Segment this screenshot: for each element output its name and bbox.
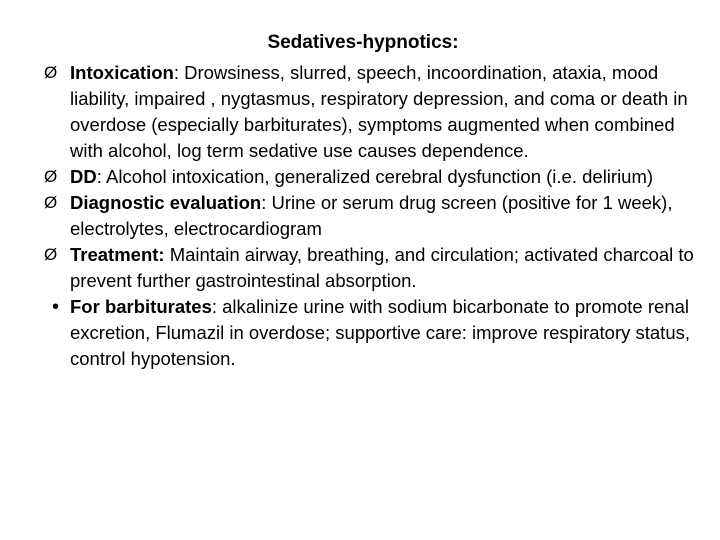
- bullet-text: : Drowsiness, slurred, speech, incoordination, ataxia, mood liability, impaired , nygtasmus, respiratory depression, and coma or death in overdose (especially barbiturates), symptoms augmented when combined with alcohol, log term sedative use causes dependence.: [70, 62, 688, 161]
- arrow-bullet-icon: Ø: [44, 167, 58, 186]
- bullet-item-treatment: [44, 242, 694, 294]
- bullet-item-dd: [44, 164, 694, 190]
- bullet-item-barbiturates: [44, 294, 694, 372]
- arrow-bullet-icon: Ø: [44, 193, 58, 212]
- bullet-heading: For barbiturates: [70, 296, 212, 317]
- arrow-bullet-icon: Ø: [44, 63, 58, 82]
- arrow-bullet-icon: Ø: [44, 245, 58, 264]
- slide-title: Sedatives-hypnotics:: [267, 32, 459, 53]
- bullet-text: : alkalinize urine with sodium bicarbonate to promote renal excretion, Flumazil in overdose; supportive care: improve respiratory status, control hypotension.: [70, 296, 691, 369]
- bullet-item-diagnostic-evaluation: [44, 190, 694, 242]
- dot-bullet-icon: •: [52, 296, 60, 318]
- bullet-heading: Diagnostic evaluation: [70, 192, 262, 213]
- bullet-text: Maintain airway, breathing, and circulation; activated charcoal to prevent further gastrointestinal absorption.: [70, 244, 694, 291]
- bullet-heading: DD: [70, 166, 97, 187]
- bullet-text: : Alcohol intoxication, generalized cerebral dysfunction (i.e. delirium): [96, 166, 654, 187]
- bullet-text: : Urine or serum drug screen (positive for 1 week), electrolytes, electrocardiogram: [70, 192, 673, 239]
- bullet-heading: Intoxication: [70, 62, 174, 83]
- bullet-item-intoxication: [44, 60, 694, 164]
- bullet-heading: Treatment:: [70, 244, 165, 265]
- bullet-list: [44, 60, 694, 372]
